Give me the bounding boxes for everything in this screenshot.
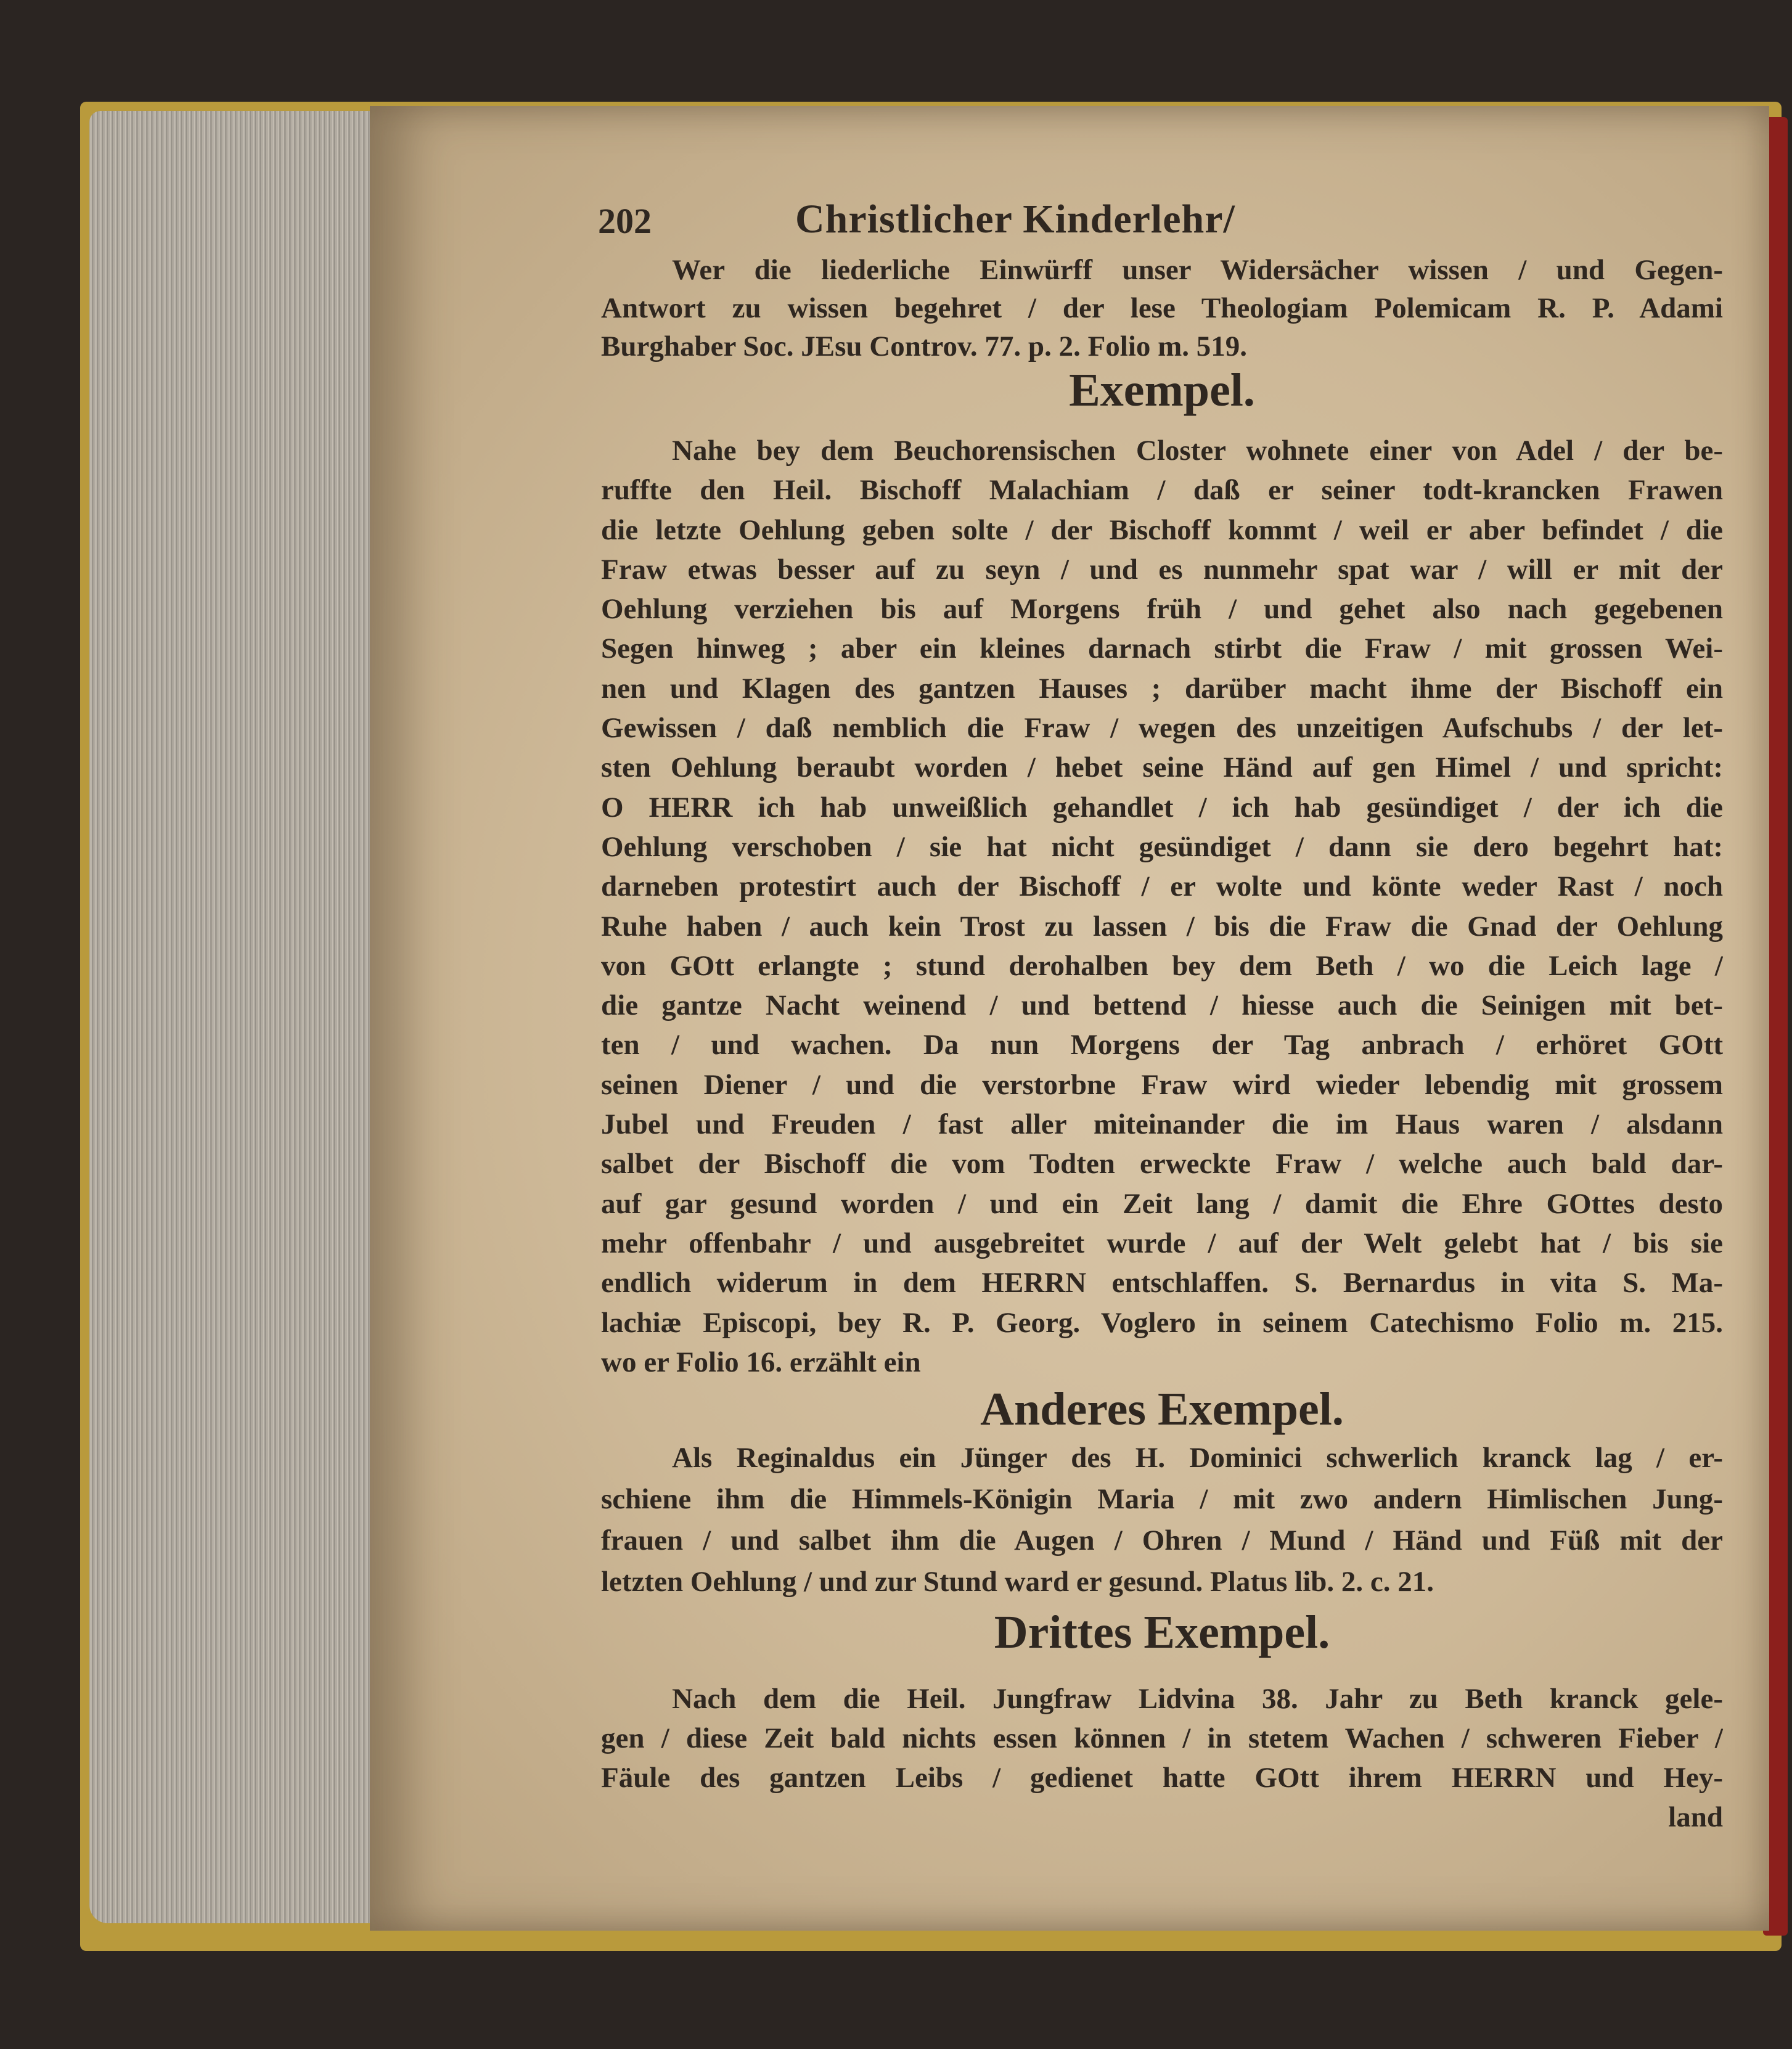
text-line: seinen Diener / und die verstorbne Fraw wird wieder lebendig mit grossem [601,1068,1723,1101]
text-line: Gewissen / daß nemblich die Fraw / wegen des unzeitigen Aufschubs / der let- [601,712,1723,745]
catchword: land [1668,1801,1723,1833]
text-line: mehr offenbahr / und ausgebreitet wurde / auf der Welt gelebt hat / bis sie [601,1227,1723,1259]
text-line: die gantze Nacht weinend / und bettend / hiesse auch die Seinigen mit bet- [601,989,1723,1022]
text-line: nen und Klagen des gantzen Hauses ; darüber macht ihme der Bischoff ein [601,672,1723,705]
text-line: Ruhe haben / auch kein Trost zu lassen / bis die Fraw die Gnad der Oehlung [601,910,1723,943]
text-line: auf gar gesund worden / und ein Zeit lang / damit die Ehre GOttes desto [601,1187,1723,1220]
running-title: Christlicher Kinderlehr/ [795,197,1235,242]
text-line: ten / und wachen. Da nun Morgens der Tag anbrach / erhöret GOtt [601,1029,1723,1061]
intro-paragraph [601,251,1723,366]
section-heading-anderes-exempel: Anderes Exempel. [980,1383,1344,1435]
text-line: lachiæ Episcopi, bey R. P. Georg. Voglero in seinem Catechismo Folio m. 215. [601,1306,1723,1339]
text-line: Oehlung verschoben / sie hat nicht gesündiget / dann sie dero begehrt hat: [601,830,1723,863]
text-line: von GOtt erlangte ; stund derohalben bey dem Beth / wo die Leich lage / [601,949,1723,982]
text-line: schiene ihm die Himmels-Königin Maria / mit zwo andern Himlischen Jung- [601,1483,1723,1515]
text-line: Fraw etwas besser auf zu seyn / und es nunmehr spat war / will er mit der [601,553,1723,586]
page-number: 202 [598,201,652,241]
text-line: frauen / und salbet ihm die Augen / Ohren / Mund / Händ und Füß mit der [601,1524,1723,1556]
section-heading-drittes-exempel: Drittes Exempel. [994,1606,1330,1658]
text-line: sten Oehlung beraubt worden / hebet seine Händ auf gen Himel / und spricht: [601,751,1723,784]
text-line: Jubel und Freuden / fast aller miteinander die im Haus waren / alsdann [601,1108,1723,1141]
anderes-exempel-paragraph [601,1438,1723,1603]
text-line: Nahe bey dem Beuchorensischen Closter wohnete einer von Adel / der be- [672,435,1723,467]
exempel-paragraph [601,431,1723,1382]
text-line: letzten Oehlung / und zur Stund ward er gesund. Platus lib. 2. c. 21. [601,1566,1434,1598]
text-line: Antwort zu wissen begehret / der lese Theologiam Polemicam R. P. Adami [601,292,1723,324]
text-line: darneben protestirt auch der Bischoff / er wolte und könte weder Rast / noch [601,870,1723,903]
page-edges-left [89,111,398,1923]
text-line: Als Reginaldus ein Jünger des H. Dominici schwerlich kranck lag / er- [672,1442,1723,1474]
text-line: die letzte Oehlung geben solte / der Bischoff kommt / weil er aber befindet / die [601,513,1723,546]
text-line: Nach dem die Heil. Jungfraw Lidvina 38. Jahr zu Beth kranck gele- [672,1683,1723,1715]
catchword-block [601,1797,1723,1837]
text-line: O HERR ich hab unweißlich gehandlet / ich hab gesündiget / der ich die [601,791,1723,824]
text-line: wo er Folio 16. erzählt ein [601,1346,921,1378]
text-line: Oehlung verziehen bis auf Morgens früh / und gehet also nach gegebenen [601,593,1723,626]
text-line: Wer die liederliche Einwürff unser Widersächer wissen / und Gegen- [672,254,1723,286]
section-heading-exempel: Exempel. [1069,364,1255,416]
text-line: salbet der Bischoff die vom Todten erweckte Fraw / welche auch bald dar- [601,1148,1723,1180]
text-line: Segen hinweg ; aber ein kleines darnach stirbt die Fraw / mit grossen Wei- [601,632,1723,665]
text-line: endlich widerum in dem HERRN entschlaffen. S. Bernardus in vita S. Ma- [601,1267,1723,1299]
text-line: ruffte den Heil. Bischoff Malachiam / daß er seiner todt-krancken Frawen [601,474,1723,507]
drittes-exempel-paragraph [601,1679,1723,1797]
text-line: Burghaber Soc. JEsu Controv. 77. p. 2. Folio m. 519. [601,330,1248,362]
text-line: Fäule des gantzen Leibs / gedienet hatte GOtt ihrem HERRN und Hey- [601,1762,1723,1794]
text-line: gen / diese Zeit bald nichts essen können / in stetem Wachen / schweren Fieber / [601,1722,1723,1754]
